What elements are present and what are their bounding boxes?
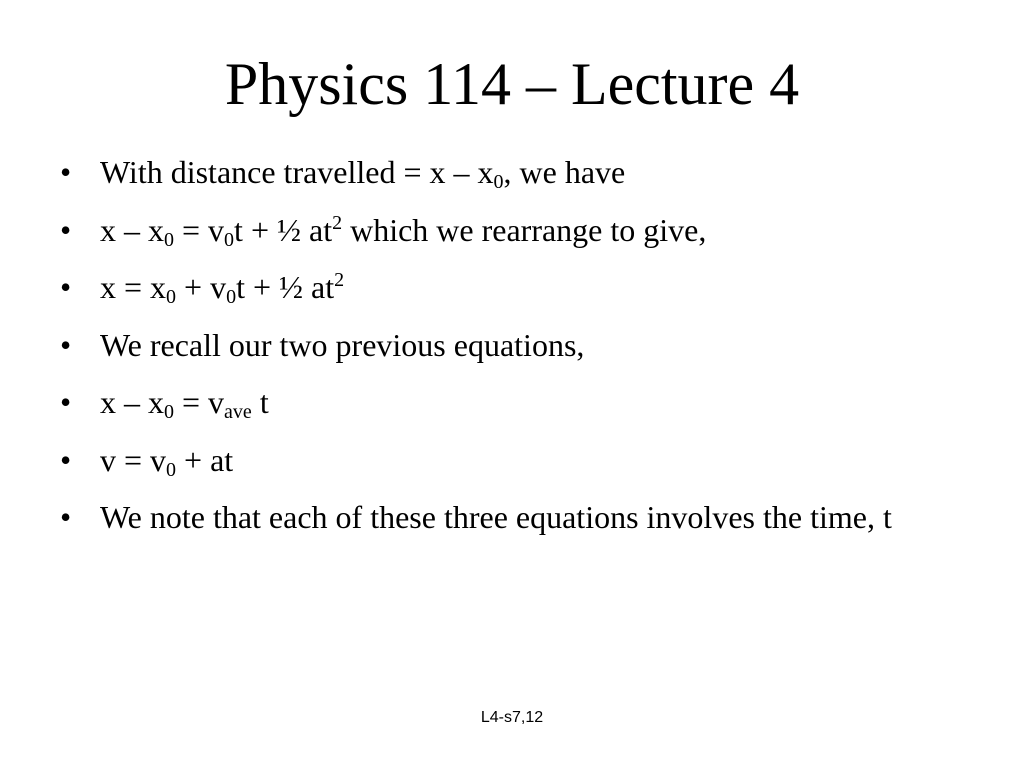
- text-run: + at: [176, 441, 234, 478]
- bullet-text: [100, 327, 584, 363]
- bullet-text: [100, 154, 626, 193]
- bullet-item: [60, 323, 960, 367]
- slide-title: Physics 114 – Lecture 4: [224, 51, 800, 117]
- text-run: x – x: [100, 384, 164, 420]
- bullet-marker: •: [60, 326, 72, 363]
- subscript: 0: [164, 401, 174, 423]
- subscript: ave: [224, 401, 252, 423]
- bullet-marker: •: [60, 154, 72, 190]
- superscript: 2: [334, 269, 345, 291]
- text-run: t + ½ at: [234, 211, 333, 248]
- bullet-text: [100, 499, 892, 535]
- text-run: t + ½ at: [236, 269, 335, 305]
- bullet-item: [60, 208, 960, 252]
- bullet-text: [100, 211, 707, 251]
- text-run: v = v: [100, 441, 167, 478]
- subscript: 0: [226, 286, 237, 308]
- text-run: + v: [176, 269, 227, 305]
- subscript: 0: [164, 228, 174, 251]
- text-run: , we have: [503, 154, 626, 190]
- bullet-text: [100, 269, 345, 308]
- text-run: We note that each of these three equations involves the time, t: [100, 499, 892, 535]
- bullet-item: [60, 150, 960, 194]
- slide-footer: L4-s7,12: [480, 709, 544, 726]
- text-run: t: [251, 384, 269, 420]
- bullet-marker: •: [60, 269, 72, 305]
- subscript: 0: [166, 286, 177, 308]
- text-run: We recall our two previous equations,: [100, 326, 585, 363]
- bullet-marker: •: [60, 384, 72, 420]
- bullet-marker: •: [60, 499, 72, 535]
- text-run: x – x: [100, 211, 164, 248]
- bullet-marker: •: [60, 441, 72, 478]
- text-run: which we rearrange to give,: [342, 211, 707, 248]
- text-run: With distance travelled = x – x: [100, 154, 494, 190]
- subscript: 0: [224, 228, 235, 251]
- bullet-marker: •: [60, 211, 72, 248]
- subscript: 0: [166, 458, 177, 481]
- subscript: 0: [493, 171, 504, 193]
- bullet-item: [60, 380, 960, 424]
- text-run: = v: [174, 211, 225, 248]
- bullet-item: [60, 495, 960, 539]
- text-run: x = x: [100, 269, 167, 305]
- bullet-item: [60, 438, 960, 482]
- bullet-item: [60, 265, 960, 309]
- text-run: = v: [174, 384, 225, 420]
- bullet-list: [60, 150, 960, 553]
- bullet-text: [100, 384, 269, 423]
- superscript: 2: [332, 211, 343, 234]
- bullet-text: [100, 441, 234, 481]
